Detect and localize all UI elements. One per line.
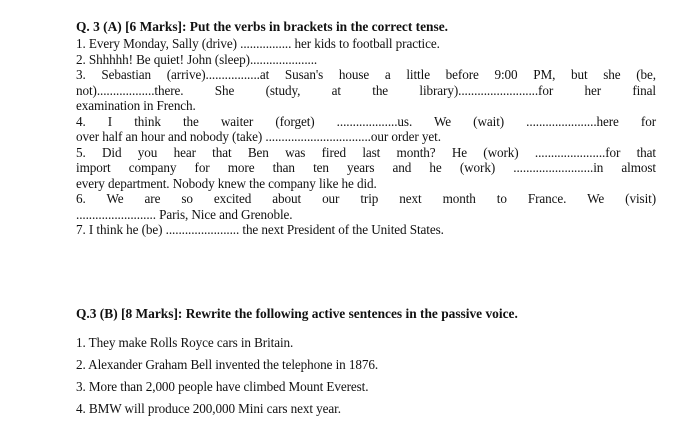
q3a-line-1: 1. Every Monday, Sally (drive) ................ her kids to football practice. xyxy=(76,36,440,51)
question-3a-heading: Q. 3 (A) [6 Marks]: Put the verbs in brackets in the correct tense. xyxy=(76,19,449,34)
q3a-line-9: import company for more than ten years and he (work) .........................in almost xyxy=(76,160,656,175)
question-3b-heading: Q.3 (B) [8 Marks]: Rewrite the following active sentences in the passive voice. xyxy=(76,306,518,321)
q3a-line-4: not)..................there. She (study, at the library).........................for her final xyxy=(76,82,656,98)
q3b-item-4: 4. BMW will produce 200,000 Mini cars next year. xyxy=(76,401,341,416)
question-3b-list xyxy=(76,332,378,420)
q3a-line-7: over half an hour and nobody (take) .................................our order yet. xyxy=(76,129,441,144)
q3a-line-10: every department. Nobody knew the company like he did. xyxy=(76,175,377,191)
q3a-line-13: 7. I think he (be) ....................... the next President of the United States. xyxy=(76,222,444,237)
question-3a-body xyxy=(76,36,656,238)
q3a-line-12: ......................... Paris, Nice and Grenoble. xyxy=(76,206,293,222)
q3a-line-2: 2. Shhhhh! Be quiet! John (sleep)..................... xyxy=(76,51,318,67)
q3b-item-2: 2. Alexander Graham Bell invented the telephone in 1876. xyxy=(76,357,379,372)
q3a-line-6: 4. I think the waiter (forget) ...................us. We (wait) ......................here for xyxy=(76,113,656,129)
q3a-line-11: 6. We are so excited about our trip next month to France. We (visit) xyxy=(76,191,656,206)
q3a-line-3: 3. Sebastian (arrive).................at Susan's house a little before 9:00 PM, but she (be, xyxy=(76,67,656,82)
q3a-line-5: examination in French. xyxy=(76,98,196,113)
q3b-item-3: 3. More than 2,000 people have climbed Mount Everest. xyxy=(76,379,369,394)
q3b-item-1: 1. They make Rolls Royce cars in Britain. xyxy=(76,335,294,350)
q3a-line-8: 5. Did you hear that Ben was fired last month? He (work) ......................for that xyxy=(76,144,656,160)
